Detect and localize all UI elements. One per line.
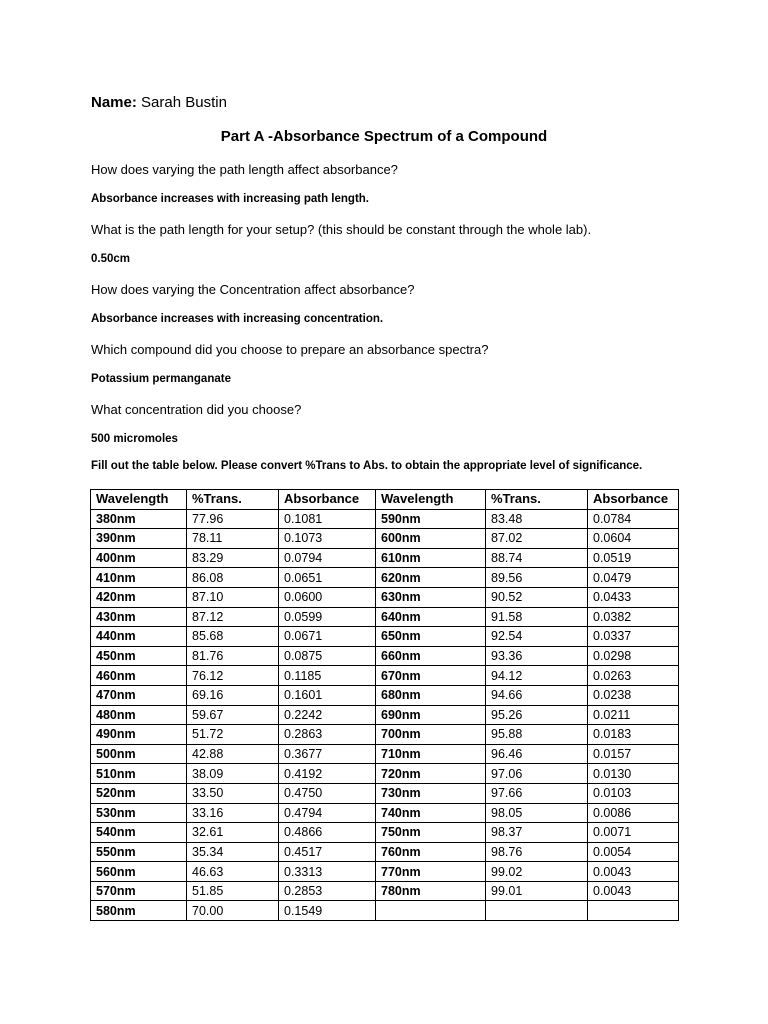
wavelength-cell: 760nm <box>376 842 486 862</box>
wavelength-cell: 750nm <box>376 823 486 843</box>
table-row <box>91 587 679 607</box>
absorbance-cell: 0.0238 <box>588 685 679 705</box>
header-trans-2: %Trans. <box>486 490 588 510</box>
trans-cell: 35.34 <box>187 842 279 862</box>
table-row <box>91 881 679 901</box>
wavelength-cell: 690nm <box>376 705 486 725</box>
table-row <box>91 764 679 784</box>
wavelength-cell: 570nm <box>91 881 187 901</box>
wavelength-cell: 730nm <box>376 783 486 803</box>
table-row <box>91 862 679 882</box>
absorbance-cell: 0.3313 <box>279 862 376 882</box>
table-row <box>91 646 679 666</box>
student-name-line <box>91 94 227 111</box>
trans-cell: 87.02 <box>486 529 588 549</box>
absorbance-cell: 0.0130 <box>588 764 679 784</box>
wavelength-cell: 650nm <box>376 627 486 647</box>
trans-cell: 96.46 <box>486 744 588 764</box>
trans-cell: 33.50 <box>187 783 279 803</box>
wavelength-cell: 470nm <box>91 685 187 705</box>
trans-cell: 83.48 <box>486 509 588 529</box>
wavelength-cell: 740nm <box>376 803 486 823</box>
trans-cell: 90.52 <box>486 587 588 607</box>
wavelength-cell: 630nm <box>376 587 486 607</box>
absorbance-table <box>90 489 679 921</box>
wavelength-cell: 720nm <box>376 764 486 784</box>
table-row <box>91 842 679 862</box>
absorbance-cell: 0.0071 <box>588 823 679 843</box>
trans-cell: 32.61 <box>187 823 279 843</box>
wavelength-cell: 780nm <box>376 881 486 901</box>
wavelength-cell: 520nm <box>91 783 187 803</box>
wavelength-cell: 390nm <box>91 529 187 549</box>
absorbance-cell: 0.0784 <box>588 509 679 529</box>
absorbance-cell: 0.0382 <box>588 607 679 627</box>
trans-cell: 78.11 <box>187 529 279 549</box>
page-title: Part A -Absorbance Spectrum of a Compound <box>220 128 548 145</box>
absorbance-cell <box>588 901 679 921</box>
absorbance-cell: 0.0298 <box>588 646 679 666</box>
absorbance-cell: 0.0043 <box>588 881 679 901</box>
table-row <box>91 685 679 705</box>
wavelength-cell: 490nm <box>91 725 187 745</box>
header-absorbance-2: Absorbance <box>588 490 679 510</box>
wavelength-cell: 770nm <box>376 862 486 882</box>
absorbance-cell: 0.0183 <box>588 725 679 745</box>
table-row <box>91 803 679 823</box>
answer-4: Potassium permanganate <box>91 373 231 385</box>
absorbance-cell: 0.1073 <box>279 529 376 549</box>
absorbance-cell: 0.0519 <box>588 548 679 568</box>
trans-cell: 76.12 <box>187 666 279 686</box>
trans-cell: 51.85 <box>187 881 279 901</box>
absorbance-cell: 0.0054 <box>588 842 679 862</box>
wavelength-cell: 430nm <box>91 607 187 627</box>
absorbance-cell: 0.4192 <box>279 764 376 784</box>
table-instruction: Fill out the table below. Please convert %Trans to Abs. to obtain the appropriate level of significance. <box>91 460 643 472</box>
trans-cell: 98.05 <box>486 803 588 823</box>
header-trans: %Trans. <box>187 490 279 510</box>
trans-cell: 51.72 <box>187 725 279 745</box>
wavelength-cell: 710nm <box>376 744 486 764</box>
wavelength-cell: 640nm <box>376 607 486 627</box>
trans-cell: 89.56 <box>486 568 588 588</box>
absorbance-cell: 0.2242 <box>279 705 376 725</box>
absorbance-cell: 0.4794 <box>279 803 376 823</box>
trans-cell: 97.06 <box>486 764 588 784</box>
header-wavelength: Wavelength <box>91 490 187 510</box>
table-row <box>91 627 679 647</box>
wavelength-cell: 580nm <box>91 901 187 921</box>
absorbance-cell: 0.0211 <box>588 705 679 725</box>
absorbance-cell: 0.0157 <box>588 744 679 764</box>
absorbance-cell: 0.4866 <box>279 823 376 843</box>
absorbance-cell: 0.0433 <box>588 587 679 607</box>
question-5: What concentration did you choose? <box>91 402 302 417</box>
wavelength-cell: 380nm <box>91 509 187 529</box>
absorbance-cell: 0.0103 <box>588 783 679 803</box>
trans-cell: 97.66 <box>486 783 588 803</box>
table-row <box>91 666 679 686</box>
trans-cell: 33.16 <box>187 803 279 823</box>
trans-cell: 85.68 <box>187 627 279 647</box>
wavelength-cell: 610nm <box>376 548 486 568</box>
absorbance-cell: 0.0337 <box>588 627 679 647</box>
table-row <box>91 744 679 764</box>
wavelength-cell: 600nm <box>376 529 486 549</box>
trans-cell: 88.74 <box>486 548 588 568</box>
table-row <box>91 548 679 568</box>
answer-1: Absorbance increases with increasing path length. <box>91 193 369 205</box>
wavelength-cell: 670nm <box>376 666 486 686</box>
trans-cell: 93.36 <box>486 646 588 666</box>
absorbance-cell: 0.4517 <box>279 842 376 862</box>
table-row <box>91 568 679 588</box>
trans-cell: 81.76 <box>187 646 279 666</box>
question-2: What is the path length for your setup? (this should be constant through the whole lab). <box>91 222 592 237</box>
absorbance-cell: 0.1081 <box>279 509 376 529</box>
trans-cell: 59.67 <box>187 705 279 725</box>
absorbance-cell: 0.0043 <box>588 862 679 882</box>
wavelength-cell: 500nm <box>91 744 187 764</box>
wavelength-cell: 450nm <box>91 646 187 666</box>
wavelength-cell: 550nm <box>91 842 187 862</box>
absorbance-cell: 0.0651 <box>279 568 376 588</box>
absorbance-cell: 0.0263 <box>588 666 679 686</box>
trans-cell: 86.08 <box>187 568 279 588</box>
header-absorbance: Absorbance <box>279 490 376 510</box>
wavelength-cell: 510nm <box>91 764 187 784</box>
absorbance-cell: 0.4750 <box>279 783 376 803</box>
absorbance-cell: 0.2863 <box>279 725 376 745</box>
wavelength-cell: 530nm <box>91 803 187 823</box>
table-row <box>91 901 679 921</box>
table-row <box>91 725 679 745</box>
trans-cell: 98.76 <box>486 842 588 862</box>
question-3: How does varying the Concentration affect absorbance? <box>91 282 415 297</box>
answer-2: 0.50cm <box>91 253 131 265</box>
name-label: Name: <box>91 94 137 111</box>
trans-cell: 38.09 <box>187 764 279 784</box>
wavelength-cell: 400nm <box>91 548 187 568</box>
trans-cell: 95.26 <box>486 705 588 725</box>
wavelength-cell: 480nm <box>91 705 187 725</box>
wavelength-cell: 440nm <box>91 627 187 647</box>
absorbance-cell: 0.0875 <box>279 646 376 666</box>
absorbance-cell: 0.0086 <box>588 803 679 823</box>
absorbance-cell: 0.2853 <box>279 881 376 901</box>
wavelength-cell: 540nm <box>91 823 187 843</box>
table-row <box>91 705 679 725</box>
wavelength-cell: 700nm <box>376 725 486 745</box>
table-row <box>91 783 679 803</box>
wavelength-cell: 460nm <box>91 666 187 686</box>
table-header-row <box>91 490 679 510</box>
name-value: Sarah Bustin <box>141 94 227 111</box>
absorbance-cell: 0.0604 <box>588 529 679 549</box>
question-4: Which compound did you choose to prepare an absorbance spectra? <box>91 342 489 357</box>
wavelength-cell: 660nm <box>376 646 486 666</box>
trans-cell: 94.66 <box>486 685 588 705</box>
trans-cell: 70.00 <box>187 901 279 921</box>
wavelength-cell: 420nm <box>91 587 187 607</box>
trans-cell: 77.96 <box>187 509 279 529</box>
wavelength-cell: 680nm <box>376 685 486 705</box>
header-wavelength-2: Wavelength <box>376 490 486 510</box>
absorbance-cell: 0.0479 <box>588 568 679 588</box>
wavelength-cell: 410nm <box>91 568 187 588</box>
table-row <box>91 607 679 627</box>
table-body <box>91 509 679 920</box>
trans-cell: 99.01 <box>486 881 588 901</box>
wavelength-cell: 620nm <box>376 568 486 588</box>
trans-cell: 83.29 <box>187 548 279 568</box>
trans-cell: 69.16 <box>187 685 279 705</box>
trans-cell: 98.37 <box>486 823 588 843</box>
absorbance-cell: 0.1185 <box>279 666 376 686</box>
trans-cell <box>486 901 588 921</box>
absorbance-cell: 0.0600 <box>279 587 376 607</box>
trans-cell: 46.63 <box>187 862 279 882</box>
answer-3: Absorbance increases with increasing concentration. <box>91 313 384 325</box>
trans-cell: 87.10 <box>187 587 279 607</box>
answer-5: 500 micromoles <box>91 433 178 445</box>
absorbance-cell: 0.0671 <box>279 627 376 647</box>
trans-cell: 87.12 <box>187 607 279 627</box>
trans-cell: 91.58 <box>486 607 588 627</box>
trans-cell: 92.54 <box>486 627 588 647</box>
wavelength-cell: 560nm <box>91 862 187 882</box>
trans-cell: 94.12 <box>486 666 588 686</box>
trans-cell: 99.02 <box>486 862 588 882</box>
table-row <box>91 823 679 843</box>
absorbance-cell: 0.3677 <box>279 744 376 764</box>
absorbance-cell: 0.1549 <box>279 901 376 921</box>
question-1: How does varying the path length affect absorbance? <box>91 162 398 177</box>
wavelength-cell <box>376 901 486 921</box>
absorbance-cell: 0.0794 <box>279 548 376 568</box>
absorbance-cell: 0.0599 <box>279 607 376 627</box>
table-row <box>91 509 679 529</box>
wavelength-cell: 590nm <box>376 509 486 529</box>
trans-cell: 95.88 <box>486 725 588 745</box>
table-row <box>91 529 679 549</box>
absorbance-cell: 0.1601 <box>279 685 376 705</box>
trans-cell: 42.88 <box>187 744 279 764</box>
